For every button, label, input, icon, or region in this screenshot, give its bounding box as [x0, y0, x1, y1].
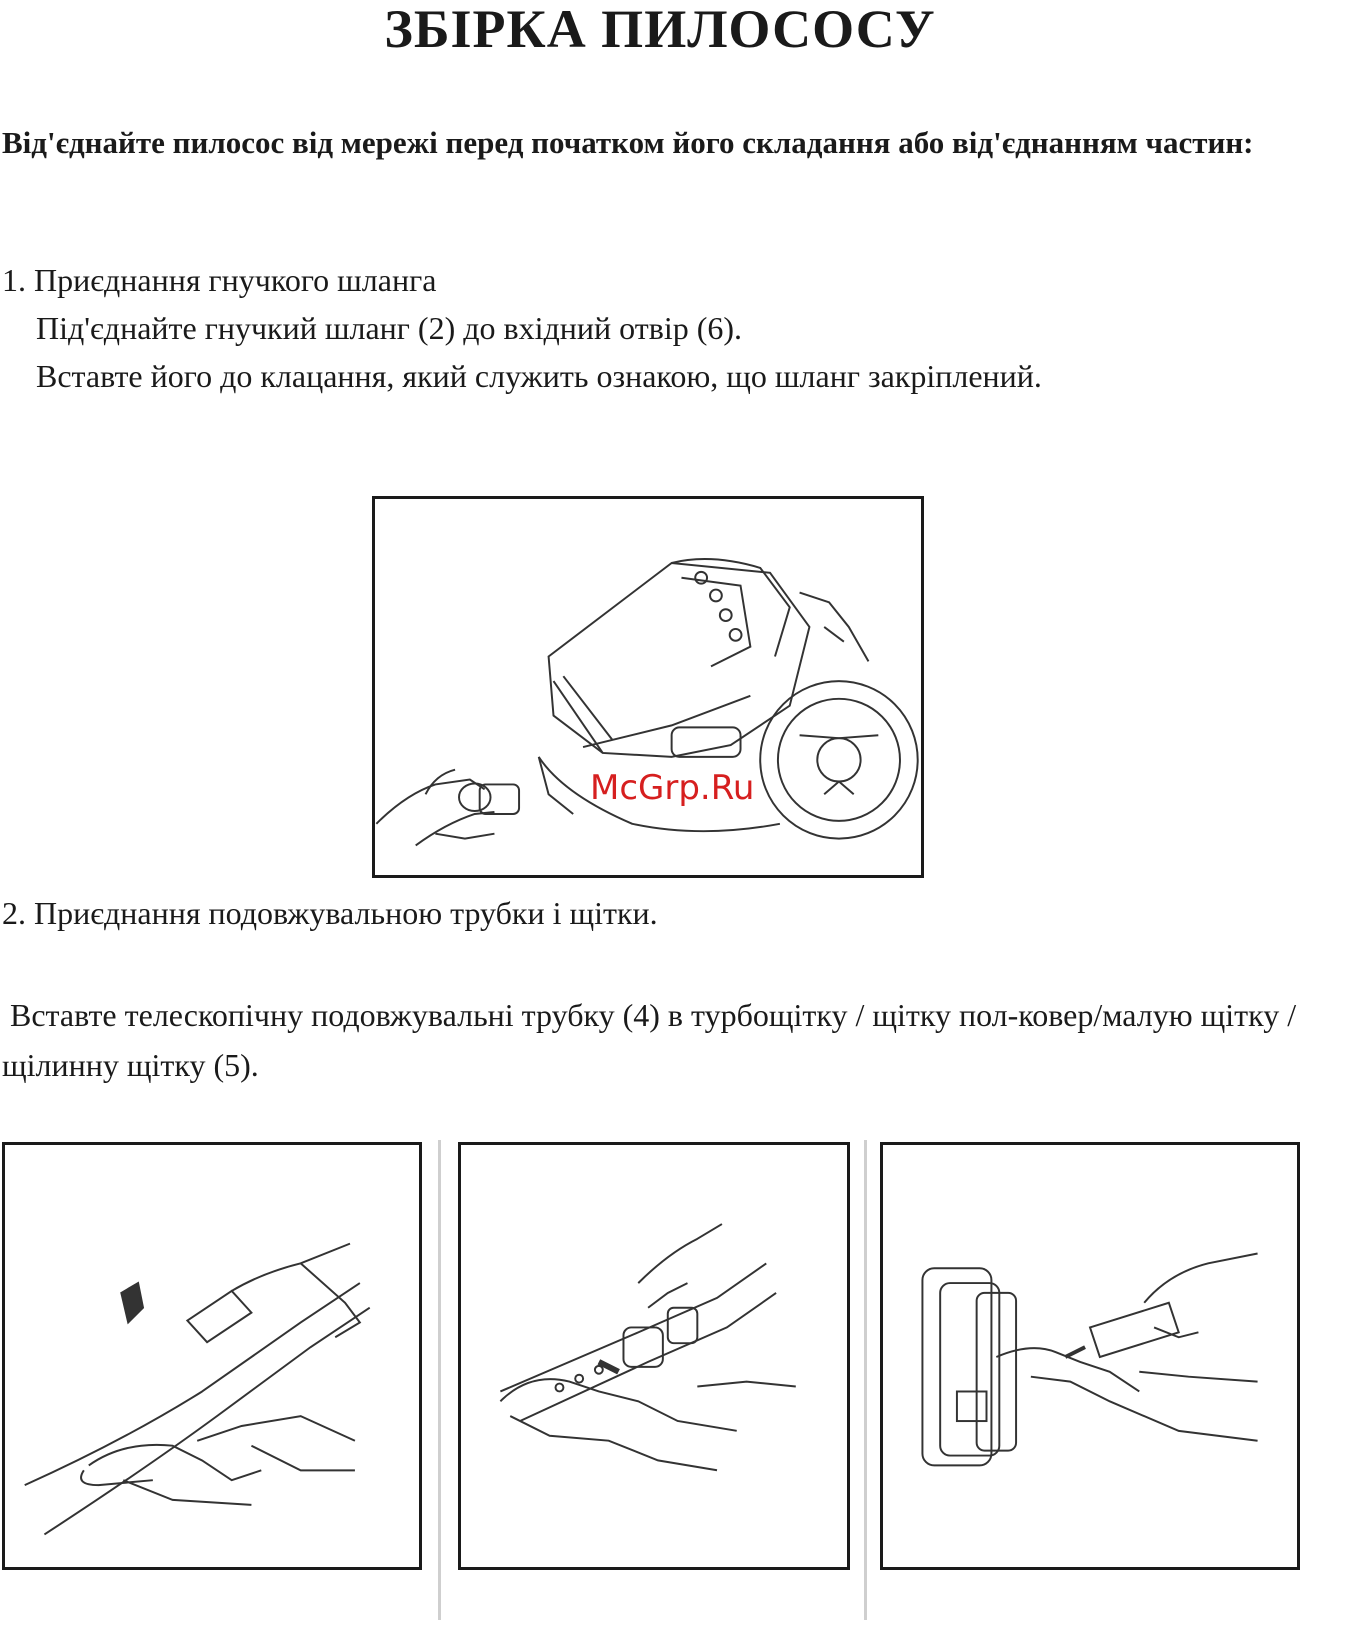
page-title: ЗБІРКА ПИЛОСОСУ: [384, 0, 936, 59]
brush-illustration: [880, 1142, 1300, 1570]
step2-title: 2. Приєднання подовжувальною трубки і щітки.: [2, 895, 658, 931]
telescopic-tube-illustration: [458, 1142, 850, 1570]
hose-tube-illustration: [2, 1142, 422, 1570]
step1-line-1: Під'єднайте гнучкий шланг (2) до вхідний отвір (6).: [36, 310, 743, 346]
watermark: McGrp.Ru: [590, 768, 755, 808]
step1-title: 1. Приєднання гнучкого шланга: [2, 262, 437, 298]
warning-text: Від'єднайте пилосос від мережі перед початком його складання або від'єднанням частин:: [2, 125, 1254, 160]
figure-separator-2: [864, 1140, 867, 1620]
figure-separator-1: [438, 1140, 441, 1620]
vacuum-hose-illustration: [372, 496, 924, 878]
step1-line-2: Вставте його до клацання, який служить ознакою, що шланг закріплений.: [36, 358, 1042, 394]
step2-text: Вставте телескопічну подовжувальні трубку (4) в турбощітку / щітку пол-ковер/малую щітку / щілинну щітку (5).: [2, 997, 1305, 1083]
